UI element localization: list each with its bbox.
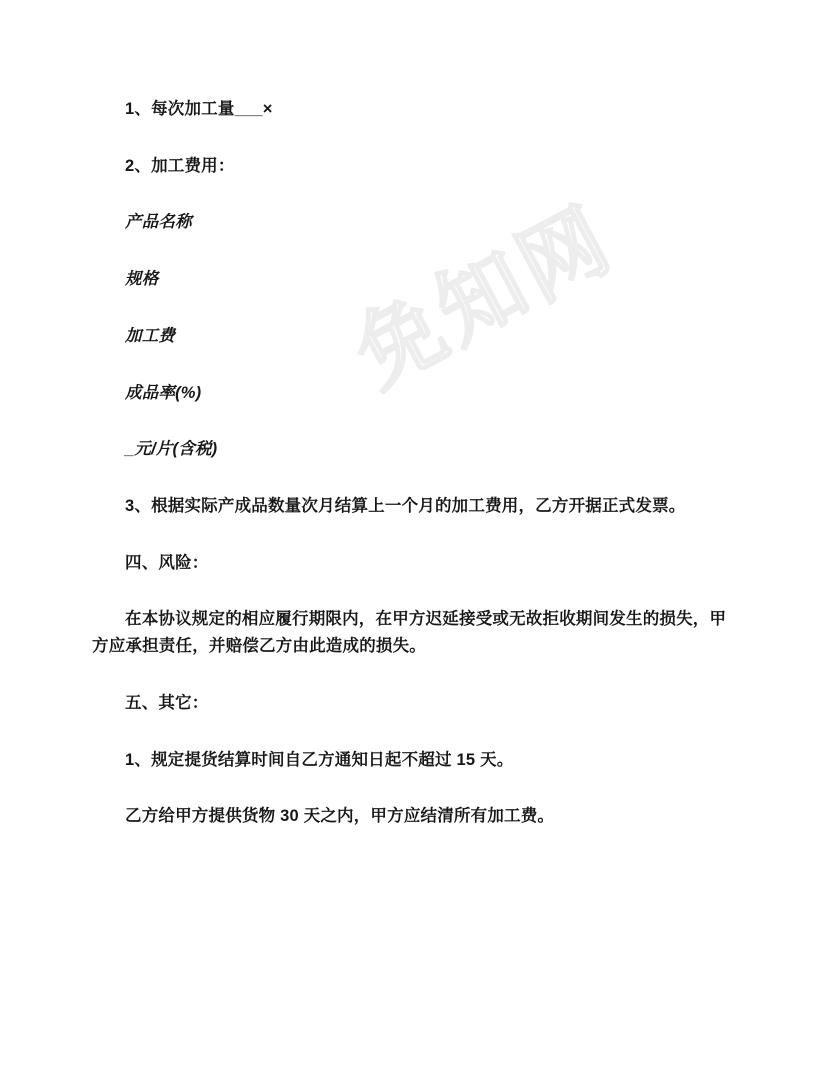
paragraph: 1、每次加工量___× (125, 100, 273, 118)
paragraph: 成品率(%) (125, 383, 202, 402)
document-body (92, 96, 738, 830)
paragraph: 四、风险： (125, 553, 209, 572)
paragraph: 五、其它： (125, 693, 209, 712)
paragraph: 规格 (125, 270, 159, 289)
watermark-text: 免知网 (340, 189, 630, 405)
paragraph: _元/片(含税) (125, 440, 218, 459)
paragraph: 3、根据实际产成品数量次月结算上一个月的加工费用，乙方开据正式发票。 (125, 497, 686, 516)
paragraph: 乙方给甲方提供货物 30 天之内，甲方应结清所有加工费。 (125, 807, 555, 826)
paragraph: 产品名称 (125, 213, 192, 232)
paragraph: 1、规定提货结算时间自乙方通知日起不超过 15 天。 (125, 750, 514, 769)
paragraph: 在本协议规定的相应履行期限内，在甲方迟延接受或无故拒收期间发生的损失，甲方应承担责任，并赔偿乙方由此造成的损失。 (92, 610, 727, 656)
paragraph: 加工费 (125, 326, 176, 345)
paragraph: 2、加工费用： (125, 156, 235, 175)
